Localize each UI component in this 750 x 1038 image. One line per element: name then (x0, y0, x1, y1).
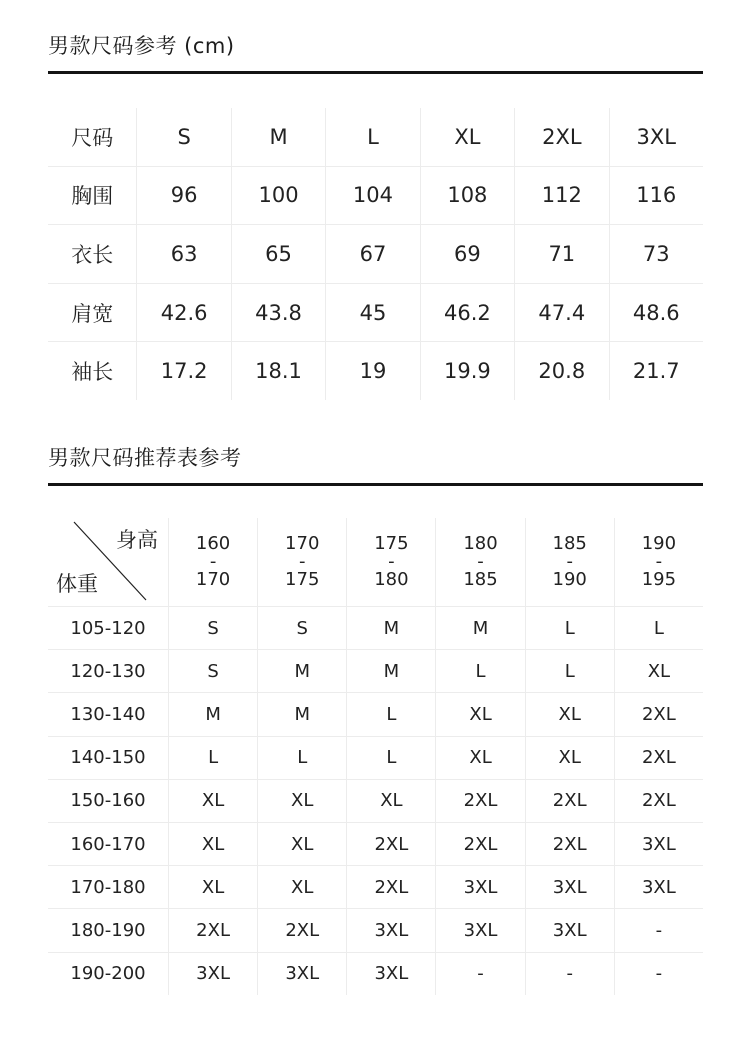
table-cell: 67 (326, 225, 420, 284)
table-cell: - (436, 952, 525, 995)
table-cell: L (347, 736, 436, 779)
table-cell: 108 (420, 166, 514, 225)
measure-label: 胸围 (48, 166, 137, 225)
table-cell: 2XL (614, 693, 703, 736)
size-column-header: 2XL (515, 108, 609, 166)
table-cell: S (169, 650, 258, 693)
table-cell: 18.1 (231, 342, 325, 400)
corner-cell (48, 518, 169, 607)
table-cell: 73 (609, 225, 703, 284)
weight-range-label: 190-200 (48, 952, 169, 995)
table-cell: XL (258, 779, 347, 822)
table-cell: L (525, 650, 614, 693)
table-cell: L (347, 693, 436, 736)
table-cell: 20.8 (515, 342, 609, 400)
table-cell: L (614, 607, 703, 650)
height-header-row (48, 518, 703, 607)
table-cell: XL (347, 779, 436, 822)
measure-label: 袖长 (48, 342, 137, 400)
table-cell: 3XL (169, 952, 258, 995)
table-cell: XL (169, 822, 258, 865)
table-cell: 2XL (525, 779, 614, 822)
table-row (48, 693, 703, 736)
table-row (48, 822, 703, 865)
height-range-header: 180 - 185 (436, 518, 525, 607)
table-cell: 3XL (614, 822, 703, 865)
table-cell: 116 (609, 166, 703, 225)
table-cell: M (347, 650, 436, 693)
table-cell: - (525, 952, 614, 995)
measure-label: 肩宽 (48, 283, 137, 342)
weight-range-label: 180-190 (48, 909, 169, 952)
weight-range-label: 160-170 (48, 822, 169, 865)
table-cell: XL (525, 736, 614, 779)
table-cell: 104 (326, 166, 420, 225)
weight-range-label: 130-140 (48, 693, 169, 736)
table-cell: L (258, 736, 347, 779)
height-axis-label: 身高 (116, 528, 158, 552)
table-cell: 3XL (258, 952, 347, 995)
size-table (48, 108, 703, 400)
table-cell: 2XL (525, 822, 614, 865)
table-row (48, 342, 703, 400)
table-cell: 3XL (436, 909, 525, 952)
table-cell: 47.4 (515, 283, 609, 342)
table-cell: - (614, 909, 703, 952)
table-cell: 3XL (347, 952, 436, 995)
height-range-header: 160 - 170 (169, 518, 258, 607)
table-cell: 3XL (436, 866, 525, 909)
table-cell: XL (169, 779, 258, 822)
size-reference-title: 男款尺码参考 (cm) (48, 34, 235, 58)
table-cell: XL (258, 866, 347, 909)
table-cell: 48.6 (609, 283, 703, 342)
height-range-header: 185 - 190 (525, 518, 614, 607)
table-cell: XL (436, 736, 525, 779)
table-cell: 71 (515, 225, 609, 284)
table-cell: 69 (420, 225, 514, 284)
recommend-table (48, 518, 703, 995)
height-range-header: 175 - 180 (347, 518, 436, 607)
table-cell: XL (436, 693, 525, 736)
table-cell: XL (614, 650, 703, 693)
table-row (48, 166, 703, 225)
size-column-header: M (231, 108, 325, 166)
table-cell: 112 (515, 166, 609, 225)
table-row (48, 225, 703, 284)
height-range-header: 170 - 175 (258, 518, 347, 607)
table-cell: 2XL (614, 736, 703, 779)
size-column-header: XL (420, 108, 514, 166)
title-divider (48, 71, 703, 74)
table-cell: 3XL (614, 866, 703, 909)
table-cell: L (169, 736, 258, 779)
weight-axis-label: 体重 (56, 572, 98, 596)
table-cell: M (258, 693, 347, 736)
table-row (48, 909, 703, 952)
table-cell: 65 (231, 225, 325, 284)
table-cell: XL (258, 822, 347, 865)
size-column-header: 3XL (609, 108, 703, 166)
height-range-header: 190 - 195 (614, 518, 703, 607)
table-cell: 43.8 (231, 283, 325, 342)
table-row (48, 736, 703, 779)
table-cell: 100 (231, 166, 325, 225)
measure-label: 衣长 (48, 225, 137, 284)
table-cell: L (436, 650, 525, 693)
table-cell: 2XL (347, 866, 436, 909)
table-cell: 19 (326, 342, 420, 400)
size-header-label: 尺码 (71, 125, 114, 150)
title-divider (48, 483, 703, 486)
table-cell: 46.2 (420, 283, 514, 342)
table-cell: 2XL (258, 909, 347, 952)
table-cell: 2XL (436, 779, 525, 822)
table-cell: 45 (326, 283, 420, 342)
table-cell: 96 (137, 166, 231, 225)
table-cell: L (525, 607, 614, 650)
table-cell: S (258, 607, 347, 650)
weight-range-label: 105-120 (48, 607, 169, 650)
table-row (48, 283, 703, 342)
table-cell: 42.6 (137, 283, 231, 342)
table-cell: XL (525, 693, 614, 736)
table-cell: 3XL (525, 909, 614, 952)
table-row (48, 650, 703, 693)
weight-range-label: 150-160 (48, 779, 169, 822)
table-row (48, 866, 703, 909)
table-cell: 2XL (436, 822, 525, 865)
table-cell: 2XL (347, 822, 436, 865)
table-row (48, 952, 703, 995)
table-cell: M (258, 650, 347, 693)
table-cell: - (614, 952, 703, 995)
table-cell: 2XL (169, 909, 258, 952)
table-cell: M (169, 693, 258, 736)
table-cell: M (347, 607, 436, 650)
weight-range-label: 140-150 (48, 736, 169, 779)
table-cell: 17.2 (137, 342, 231, 400)
table-cell: S (169, 607, 258, 650)
size-header-row (48, 108, 703, 166)
table-cell: 2XL (614, 779, 703, 822)
table-row (48, 779, 703, 822)
table-cell: 3XL (347, 909, 436, 952)
table-cell: 3XL (525, 866, 614, 909)
weight-range-label: 170-180 (48, 866, 169, 909)
table-cell: 19.9 (420, 342, 514, 400)
table-cell: 21.7 (609, 342, 703, 400)
recommend-table-title: 男款尺码推荐表参考 (48, 446, 242, 470)
table-row (48, 607, 703, 650)
table-cell: M (436, 607, 525, 650)
table-cell: XL (169, 866, 258, 909)
table-cell: 63 (137, 225, 231, 284)
size-column-header: S (137, 108, 231, 166)
weight-range-label: 120-130 (48, 650, 169, 693)
size-column-header: L (326, 108, 420, 166)
